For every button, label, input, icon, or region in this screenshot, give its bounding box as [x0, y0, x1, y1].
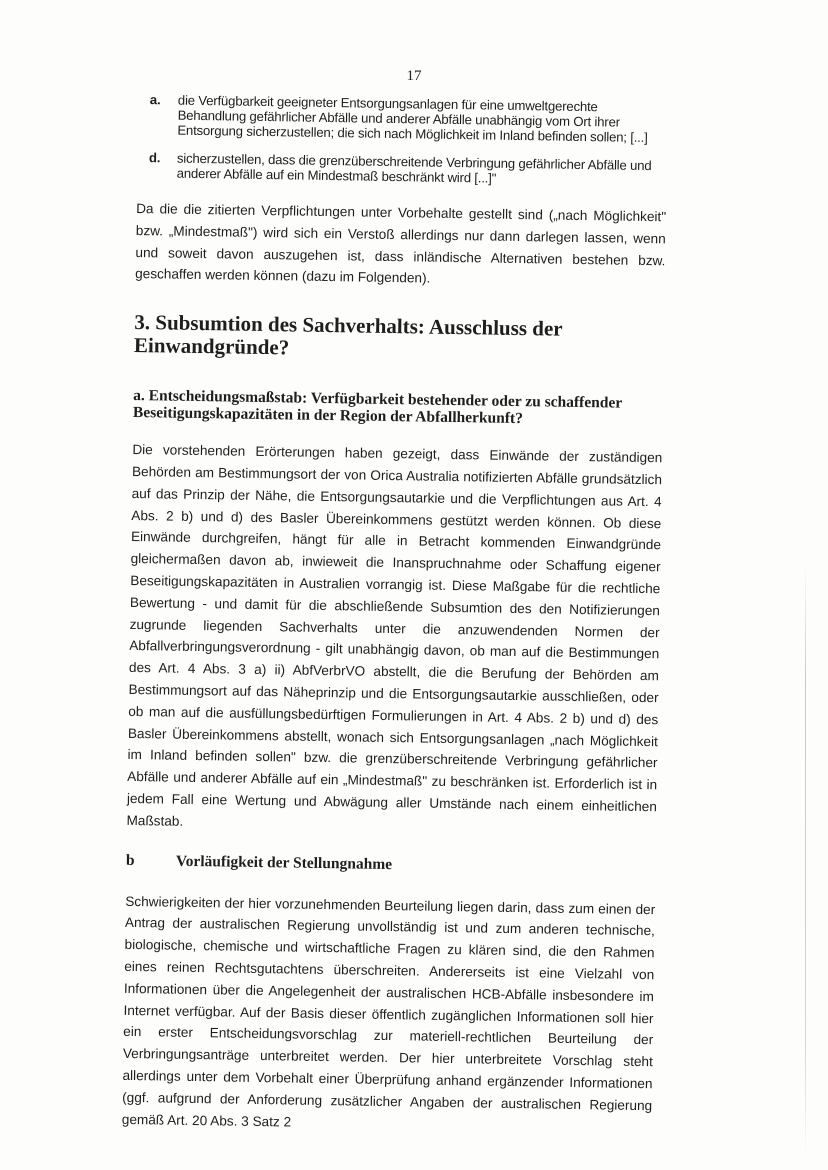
- page-content: [122, 92, 668, 1138]
- list-item-text: sicherzustellen, dass die grenzüberschreitende Verbringung gefährlicher Abfälle und anderer Abfälle auf ein Mindestmaß beschränkt wird [...]": [176, 150, 652, 186]
- page-number: 17: [406, 68, 422, 84]
- scan-edge-line: [805, 560, 806, 1160]
- paragraph-a: Die vorstehenden Erörterungen haben gezeigt, dass Einwände der zuständigen Behörden am Bestimmungsort der von Orica Australia notifizierten Abfälle grundsätzlich auf das Prinzip der Nähe, die Entsorgungsautarkie und die Verpflichtungen aus Art. 4 Abs. 2 b) und d) des Basler Übereinkommens gestützt werden können. Ob diese Einwände durchgreifen, hängt für alle in Betracht kommenden Einwandgründe gleichermaßen davon ab, inwieweit die Inanspruchnahme oder Schaffung eigener Beseitigungskapazitäten in Australien vorrangig ist. Diese Maßgabe für die rechtliche Bewertung - und damit für die abschließende Subsumtion des den Notifizierungen zugrunde liegenden Sachverhalts unter die anzuwendenden Normen der Abfallverbringungsverordnung - gilt unabhängig davon, ob man auf die Bestimmungen des Art. 4 Abs. 3 a) ii) AbfVerbrVO abstellt, die die Berufung der Behörden am Bestimmungsort auf das Näheprinzip und die Entsorgungsautarkie ausschließen, oder ob man auf die ausfüllungsbedürftigen Formulierungen in Art. 4 Abs. 2 b) und d) des Basler Übereinkommens abstellt, wonach sich Entsorgungsanlagen „nach Möglichkeit im Inland befinden sollen" bzw. die grenzüberschreitende Verbringung gefährlicher Abfälle und anderer Abfälle auf ein „Mindestmaß" zu beschränken ist. Erforderlich ist in jedem Fall eine Wertung und Abwägung aller Umstände nach einem einheitlichen Maßstab.: [126, 442, 663, 829]
- subsection-title: Vorläufigkeit der Stellungnahme: [175, 852, 393, 873]
- intro-paragraph: Da die die zitierten Verpflichtungen unter Vorbehalte gestellt sind („nach Möglichkeit" bzw. „Mindestmaß") wird sich ein Verstoß allerdings nur dann darlegen lassen, wenn und soweit davon auszugehen ist, dass inländische Alternativen bestehen bzw. geschaffen werden können (dazu im Folgenden).: [135, 200, 667, 287]
- list-marker: d.: [148, 150, 161, 166]
- list-item-d: [137, 150, 667, 188]
- section-heading: 3. Subsumtion des Sachverhalts: Ausschluss der Einwandgründe?: [133, 310, 563, 360]
- list-item-text: die Verfügbarkeit geeigneter Entsorgungsanlagen für eine umweltgerechte Behandlung gefährlicher Abfälle und anderer Abfälle unabhängig vom Ort ihrer Entsorgung sicherzustellen; die sich nach Möglichkeit im Inland befinden sollen; [...]: [177, 92, 648, 146]
- subsection-heading-b: [126, 851, 656, 876]
- list-marker: a.: [149, 92, 161, 108]
- subsection-letter: b: [125, 851, 135, 869]
- paragraph-b: Schwierigkeiten der hier vorzunehmenden Beurteilung liegen darin, dass zum einen der Antrag der australischen Regierung unvollständig ist und zum anderen technische, biologische, chemische und wirtschaftliche Fragen zu klären sind, die den Rahmen eines reinen Rechtsgutachtens überschreiten. Andererseits ist eine Vielzahl von Informationen über die Angelegenheit der australischen HCB-Abfälle insbesondere im Internet verfügbar. Auf der Basis dieser öffentlich zugänglichen Informationen soll hier ein erster Entscheidungsvorschlag zur materiell-rechtlichen Beurteilung der Verbringungsanträge unterbreitet werden. Der hier unterbreitete Vorschlag steht allerdings unter dem Vorbehalt einer Überprüfung anhand ergänzender Informationen (ggf. aufgrund der Anforderung zusätzlicher Angaben der australischen Regierung gemäß Art. 20 Abs. 3 Satz 2: [121, 893, 656, 1130]
- list-item-a: [137, 92, 668, 145]
- subsection-heading-a: a. Entscheidungsmaßstab: Verfügbarkeit bestehender oder zu schaffender Beseitigungskapazitäten in der Region der Abfallherkunft?: [132, 387, 623, 428]
